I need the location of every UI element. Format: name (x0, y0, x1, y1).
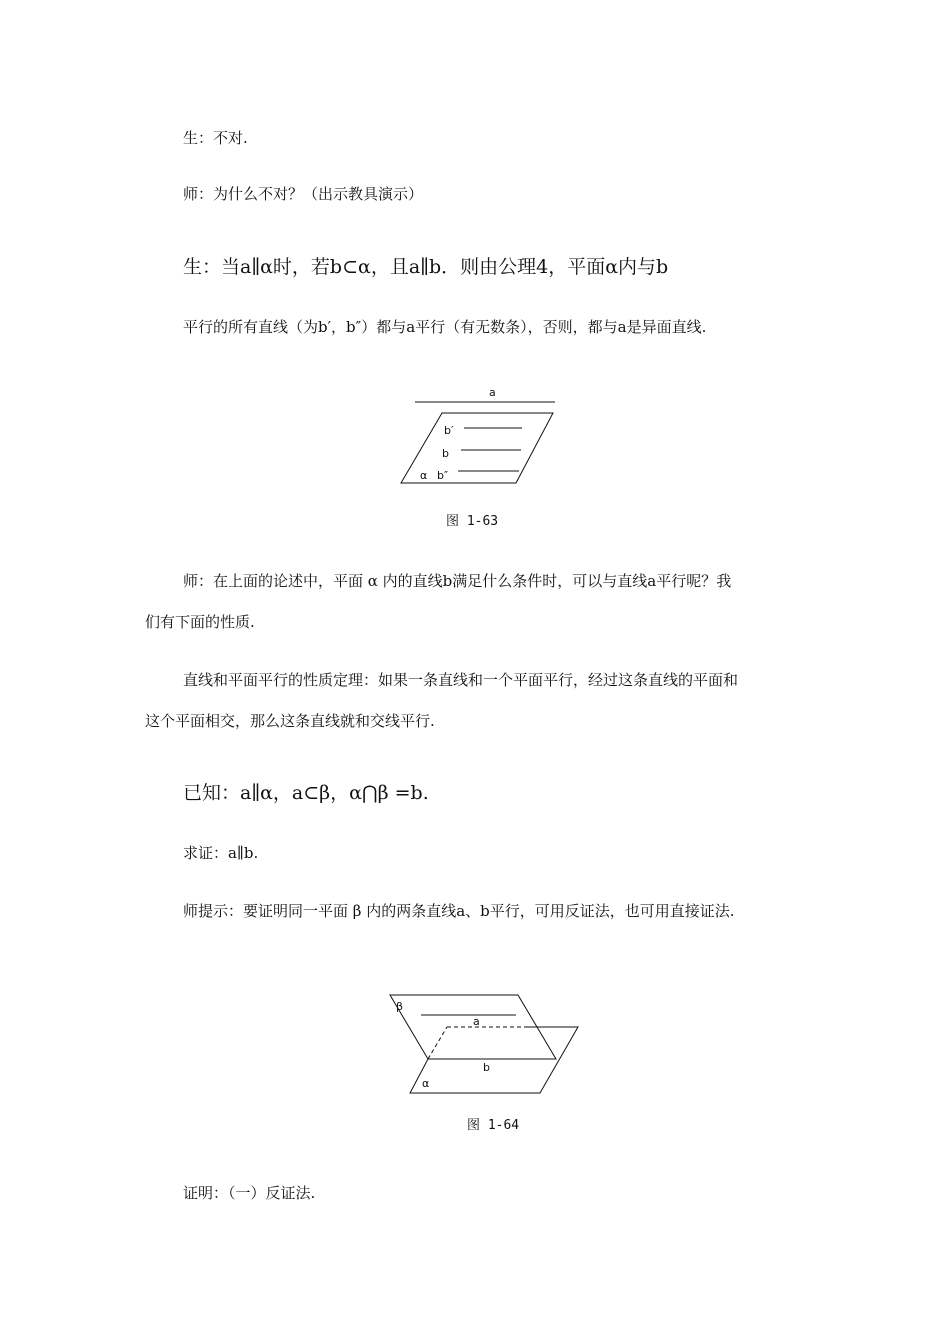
plane-alpha-hidden-edge (428, 1027, 447, 1059)
theorem-text: 这个平面相交，那么这条直线就和交线平行. (145, 712, 435, 730)
prove-statement: 求证：a∥b. (183, 844, 259, 862)
proof-heading: 证明：（一）反证法. (183, 1184, 316, 1202)
plane-alpha (410, 1027, 578, 1093)
dialogue-line: 师：为什么不对？（出示教具演示） (183, 185, 424, 203)
body-text: 们有下面的性质. (145, 613, 255, 631)
theorem-text: 直线和平面平行的性质定理：如果一条直线和一个平面平行，经过这条直线的平面和 (183, 671, 739, 689)
label-alpha: α (422, 1077, 430, 1090)
hint-text: 师提示：要证明同一平面 β 内的两条直线a、b平行，可用反证法，也可用直接证法. (183, 902, 735, 920)
label-b-prime: b′ (444, 424, 454, 437)
label-b: b (483, 1061, 490, 1074)
label-b-double-prime: b″ (437, 469, 449, 482)
label-alpha: α (420, 469, 428, 482)
figure-caption: 图 1-64 (467, 1118, 520, 1133)
given-statement: 已知：a∥α，a⊂β，α⋂β =b. (183, 782, 429, 804)
label-b: b (442, 447, 449, 460)
dialogue-line: 师：在上面的论述中，平面 α 内的直线b满足什么条件时，可以与直线a平行呢？我 (183, 572, 732, 590)
figure-caption: 图 1-63 (446, 514, 499, 529)
label-a: a (489, 386, 496, 399)
label-beta: β (396, 1000, 404, 1013)
dialogue-line: 生：不对. (183, 129, 248, 147)
dialogue-line: 生：当a∥α时，若b⊂α，且a∥b．则由公理4，平面α内与b (183, 256, 669, 278)
figure-1-64 (388, 992, 588, 1102)
figure-1-63 (398, 382, 558, 482)
label-a: a (473, 1015, 480, 1028)
body-text: 平行的所有直线（为b′，b″）都与a平行（有无数条），否则，都与a是异面直线. (183, 318, 707, 336)
